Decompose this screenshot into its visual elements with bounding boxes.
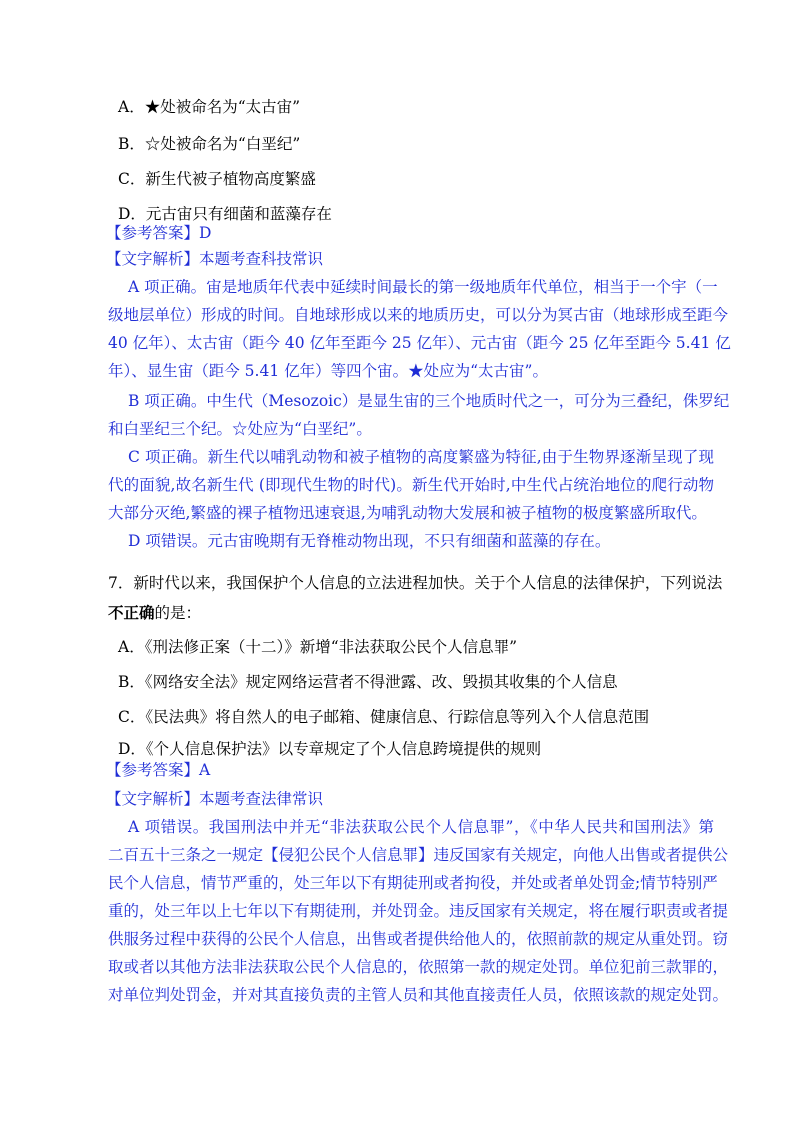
- q6-para-b-line: 和白垩纪三个纪。☆处应为“白垩纪”。: [108, 420, 372, 438]
- q7-stem-emphasis: 不正确: [108, 603, 155, 622]
- q7-stem-continued: [108, 603, 201, 623]
- q7-para-a-line: 重的，处三年以上七年以下有期徒刑，并处罚金。违反国家有关规定，将在履行职责或者提: [108, 902, 729, 920]
- q6-para-c-line: 代的面貌,故名新生代 (即现代生物的时代)。新生代开始时,中生代占统治地位的爬行动物: [108, 476, 714, 494]
- q7-stem-end: 的是：: [154, 604, 202, 622]
- q7-para-a-line: 供服务过程中获得的公民个人信息，出售或者提供给他人的，依照前款的规定从重处罚。窃: [108, 930, 729, 948]
- q6-analysis-title: 【文字解析】本题考查科技常识: [106, 250, 324, 268]
- q6-option-a: A．★处被命名为“太古宙”: [118, 98, 301, 116]
- q7-answer: 【参考答案】A: [106, 761, 211, 779]
- q7-option-c: C．《民法典》将自然人的电子邮箱、健康信息、行踪信息等列入个人信息范围: [118, 708, 650, 726]
- q6-para-a-line: 40 亿年）、太古宙（距今 40 亿年至距今 25 亿年）、元古宙（距今 25 亿年至距今 5.41 亿: [108, 334, 731, 352]
- q7-option-d: D．《个人信息保护法》以专章规定了个人信息跨境提供的规则: [118, 740, 542, 758]
- q6-option-b: B．☆处被命名为“白垩纪”: [118, 135, 301, 153]
- q6-para-b-line: B 项正确。中生代（Mesozoic）是显生宙的三个地质时代之一，可分为三叠纪，侏罗纪: [128, 392, 730, 410]
- q7-para-a-line: 二百五十三条之一规定【侵犯公民个人信息罪】违反国家有关规定，向他人出售或者提供公: [108, 846, 729, 864]
- q6-para-a-line: 级地层单位）形成的时间。自地球形成以来的地质历史，可以分为冥古宙（地球形成至距今: [108, 306, 729, 324]
- q7-para-a-line: A 项错误。我国刑法中并无“非法获取公民个人信息罪”，《中华人民共和国刑法》第: [128, 818, 714, 836]
- q6-option-d: D．元古宙只有细菌和蓝藻存在: [118, 205, 332, 223]
- q6-para-a-line: A 项正确。宙是地质年代表中延续时间最长的第一级地质年代单位，相当于一个宇（一: [128, 278, 718, 296]
- q7-para-a-line: 取或者以其他方法非法获取公民个人信息的，依照第一款的规定处罚。单位犯前三款罪的，: [108, 958, 729, 976]
- q6-para-d: D 项错误。元古宙晚期有无脊椎动物出现，不只有细菌和蓝藻的存在。: [128, 532, 611, 550]
- q7-option-b: B．《网络安全法》规定网络运营者不得泄露、改、毁损其收集的个人信息: [118, 673, 618, 691]
- q7-option-a: A．《刑法修正案（十二）》新增“非法获取公民个人信息罪”: [118, 638, 518, 656]
- q7-stem: 7．新时代以来，我国保护个人信息的立法进程加快。关于个人信息的法律保护，下列说法: [108, 574, 723, 592]
- q6-option-c: C．新生代被子植物高度繁盛: [118, 170, 316, 188]
- q7-para-a-line: 对单位判处罚金，并对其直接负责的主管人员和其他直接责任人员，依照该款的规定处罚。: [108, 986, 729, 1004]
- q7-analysis-title: 【文字解析】本题考查法律常识: [106, 790, 324, 808]
- q7-para-a-line: 民个人信息，情节严重的，处三年以下有期徒刑或者拘役，并处或者单处罚金;情节特别严: [108, 874, 718, 892]
- q6-para-a-line: 年）、显生宙（距今 5.41 亿年）等四个宙。★处应为“太古宙”。: [108, 362, 548, 380]
- q6-para-c-line: 大部分灭绝,繁盛的裸子植物迅速衰退,为哺乳动物大发展和被子植物的极度繁盛所取代。: [108, 504, 707, 522]
- q6-answer: 【参考答案】D: [106, 224, 212, 242]
- q6-para-c-line: C 项正确。新生代以哺乳动物和被子植物的高度繁盛为特征,由于生物界逐渐呈现了现: [128, 448, 714, 466]
